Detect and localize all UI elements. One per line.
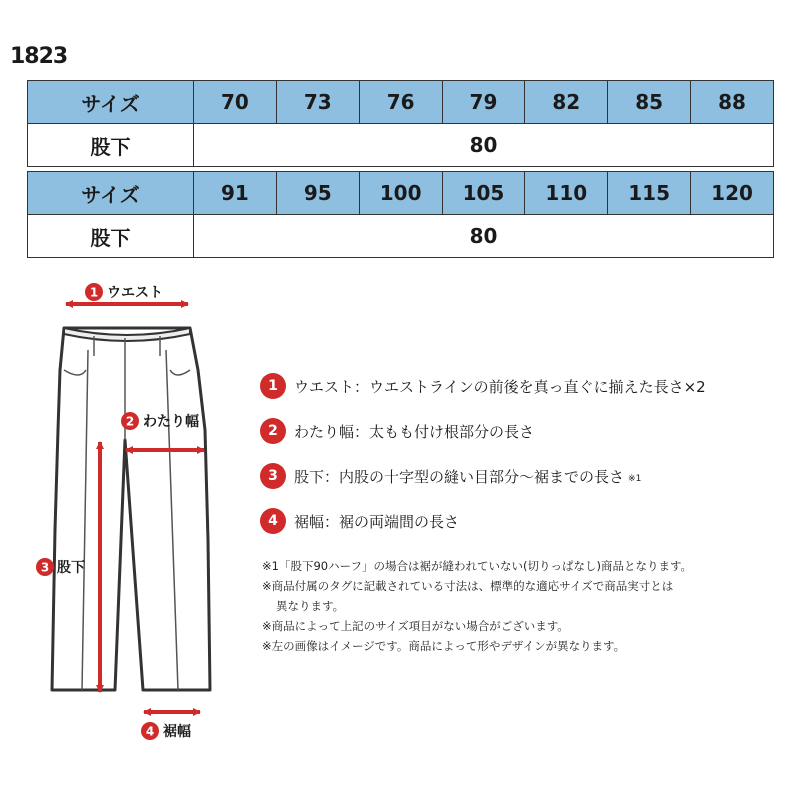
size-cell: 95 (276, 172, 359, 215)
legend-item-thigh (260, 417, 790, 445)
svg-text:4: 4 (145, 724, 155, 739)
size-cell: 115 (608, 172, 691, 215)
model-number: 1823 (10, 44, 68, 69)
size-cell: 79 (442, 81, 525, 124)
legend-desc: ：裾の両端間の長さ (324, 512, 460, 531)
legend-title: わたり幅 (294, 422, 355, 441)
legend-desc: ：内股の十字型の縫い目部分〜裾までの長さ (324, 467, 625, 486)
number-badge: 3 (260, 463, 286, 489)
inseam-value: 80 (194, 215, 774, 258)
size-table-1 (27, 80, 774, 167)
note-line: ※1「股下90ハーフ」の場合は裾が縫われていない(切りっぱなし)商品となります。 (262, 559, 693, 573)
svg-text:裾幅: 裾幅 (163, 724, 191, 740)
size-cell: 70 (194, 81, 277, 124)
size-header-label: サイズ (28, 172, 194, 215)
pants-diagram (0, 270, 250, 800)
inseam-label (36, 558, 85, 576)
inseam-row (28, 215, 774, 258)
note-line: ※商品によって上記のサイズ項目がない場合がございます。 (262, 619, 569, 633)
svg-text:わたり幅: わたり幅 (143, 414, 199, 430)
thigh-label (121, 412, 199, 430)
measurement-legend (260, 372, 790, 552)
note-line: ※左の画像はイメージです。商品によって形やデザインが異なります。 (262, 639, 626, 653)
inseam-label: 股下 (28, 124, 194, 167)
size-cell: 100 (359, 172, 442, 215)
size-cell: 120 (691, 172, 774, 215)
svg-text:股下: 股下 (57, 560, 85, 576)
note-line: ※商品付属のタグに記載されている寸法は、標準的な適応サイズで商品実寸とは (262, 579, 674, 593)
number-badge: 4 (260, 508, 286, 534)
size-cell: 110 (525, 172, 608, 215)
size-cell: 105 (442, 172, 525, 215)
footnote-ref: ※1 (628, 474, 642, 484)
size-header-label: サイズ (28, 81, 194, 124)
legend-desc: ：太もも付け根部分の長さ (354, 422, 535, 441)
note-line: 異なります。 (276, 599, 345, 613)
legend-item-hem (260, 507, 790, 535)
number-badge: 2 (260, 418, 286, 444)
waist-label (85, 283, 163, 301)
size-table-2 (27, 171, 774, 258)
legend-desc: ：ウエストラインの前後を真っ直ぐに揃えた長さ×2 (354, 377, 706, 396)
size-cell: 91 (194, 172, 277, 215)
svg-text:2: 2 (125, 414, 135, 429)
legend-item-inseam (260, 462, 790, 490)
legend-title: 裾幅 (294, 512, 325, 531)
size-cell: 85 (608, 81, 691, 124)
size-header-row (28, 81, 774, 124)
legend-item-waist (260, 372, 790, 400)
inseam-label: 股下 (28, 215, 194, 258)
hem-label (141, 722, 191, 740)
notes (262, 556, 782, 656)
svg-text:ウエスト: ウエスト (107, 285, 163, 301)
size-cell: 82 (525, 81, 608, 124)
legend-title: 股下 (294, 467, 325, 486)
number-badge: 1 (260, 373, 286, 399)
svg-text:1: 1 (89, 285, 99, 300)
pants-outline (52, 328, 210, 690)
svg-text:3: 3 (40, 560, 50, 575)
legend-title: ウエスト (294, 377, 355, 396)
size-header-row (28, 172, 774, 215)
size-cell: 73 (276, 81, 359, 124)
inseam-row (28, 124, 774, 167)
size-cell: 88 (691, 81, 774, 124)
inseam-value: 80 (194, 124, 774, 167)
size-cell: 76 (359, 81, 442, 124)
